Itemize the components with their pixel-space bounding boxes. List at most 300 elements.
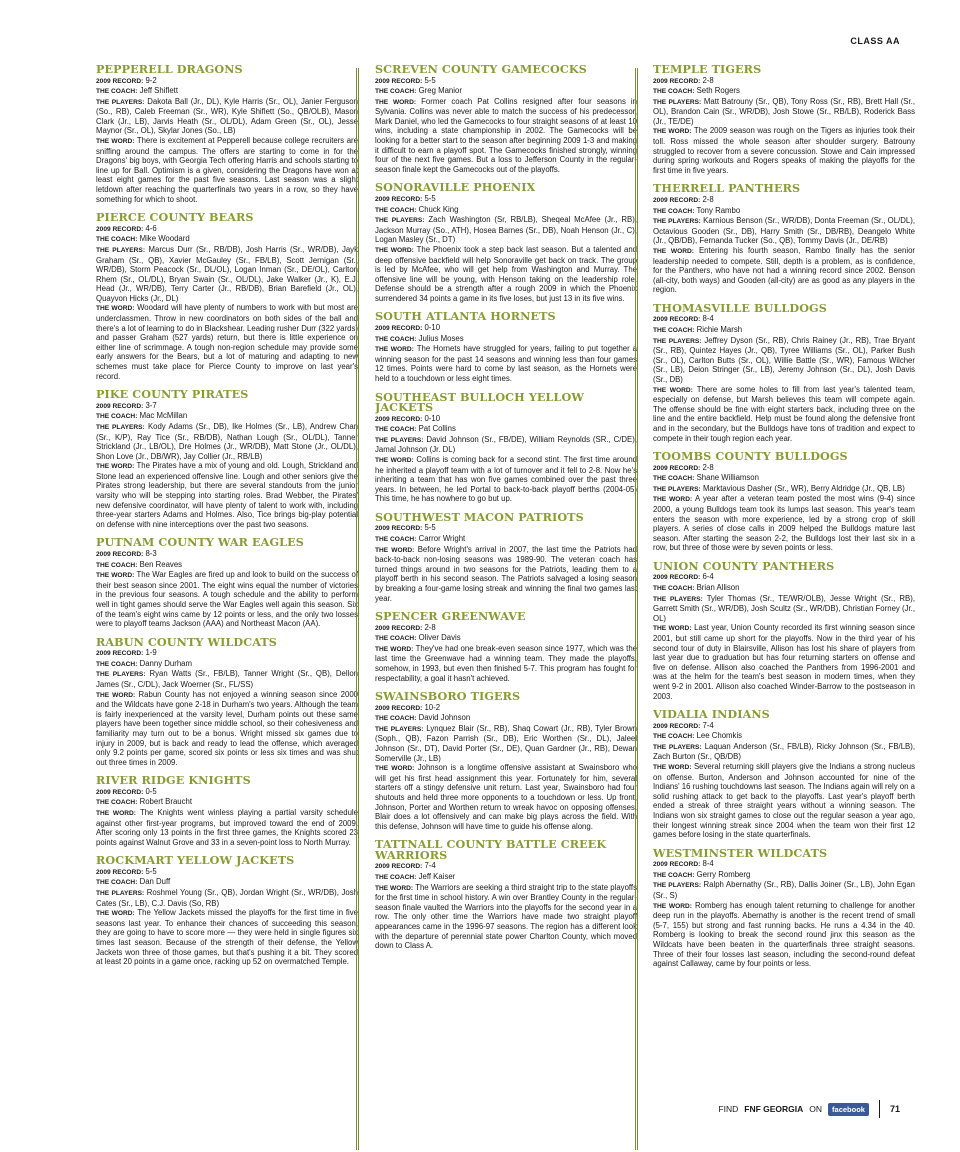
footer-find-text: FIND (718, 1104, 739, 1114)
record-line-label: 2009 RECORD: (375, 415, 423, 423)
record-line-label: 2009 RECORD: (375, 77, 423, 85)
word-paragraph-label: THE WORD: (653, 247, 694, 255)
facebook-logo-icon[interactable]: facebook (828, 1103, 869, 1116)
word-paragraph-label: THE WORD: (375, 246, 414, 254)
coach-line (96, 877, 358, 888)
coach-line-label: THE COACH: (653, 475, 695, 483)
word-paragraph-value: The 2009 season was rough on the Tigers as injuries took their toll. Ross missed the whole season after shoulder surgery. Batrouny struggled to recover from a severe concussion. Stowe and Cain impressed during spring workouts and Rogers speaks of making the playoffs for the first time in five years. (653, 126, 915, 175)
record-line-value: 7-4 (424, 861, 436, 871)
players-line-value: Laquan Anderson (Sr., FB/LB), Ricky Johnson (Sr., FB/LB), Zach Burton (Sr., QB/DB) (653, 741, 915, 762)
record-line-value: 2-8 (424, 622, 436, 632)
record-line (96, 787, 358, 798)
coach-line-label: THE COACH: (375, 535, 417, 543)
record-line-label: 2009 RECORD: (375, 863, 423, 871)
record-line (375, 76, 637, 87)
word-paragraph-value: Several returning skill players give the Indians a strong nucleus on offense. Burton, Anderson and Johnson accounted for nine of the Indians' 16 rushing touchdowns last season. The Indians again will rely on a solid rushing attack to get back to the playoffs. Last year's playoff berth ended a streak of three straight years without a winning season. The Indians won six straight games to close out the regular season a year ago, their longest winning streak since 2004 when the team won their first 12 games before losing in the state quarterfinals. (653, 762, 915, 840)
players-line (96, 97, 358, 136)
record-line (653, 859, 915, 870)
record-line-value: 8-3 (145, 548, 157, 558)
record-line-value: 5-5 (145, 866, 157, 876)
word-paragraph-label: THE WORD: (653, 128, 692, 136)
record-line-label: 2009 RECORD: (96, 225, 144, 233)
team-entry (653, 845, 915, 969)
word-paragraph (96, 136, 358, 204)
word-paragraph-value: Romberg has enough talent returning to challenge for another deep run in the playoffs. Abernathy is another is the recent trend of small (5-7, 155) but strong and fast running backs. He runs a 4.34 in the 40. Romberg is looking to break the second round jinx this season as the Wildcats have been beaten in the quarterfinals three straight seasons. Three of their four losses last season, including the second-round defeat against Callaway, came by four points or less. (653, 900, 915, 969)
coach-line-value: Brian Allison (696, 583, 740, 593)
team-name: TOOMBS COUNTY BULLDOGS (653, 449, 848, 464)
coach-line (653, 206, 915, 217)
coach-line-value: Oliver Davis (418, 633, 461, 643)
word-paragraph (96, 690, 358, 768)
coach-line-value: Lee Chomkis (696, 731, 743, 741)
players-line-value: Ralph Abernathy (Sr., RB), Dallis Joiner (Sr., LB), John Egan (Sr., S) (653, 880, 915, 901)
players-line (653, 216, 915, 246)
players-line-label: THE PLAYERS: (653, 595, 703, 603)
record-line (653, 572, 915, 583)
team-entry (653, 64, 915, 175)
coach-line-label: THE COACH: (653, 871, 695, 879)
coach-line (653, 325, 915, 336)
players-line (653, 336, 915, 385)
footer-on-text: ON (809, 1104, 823, 1114)
team-entry (375, 64, 637, 174)
record-line-label: 2009 RECORD: (653, 196, 701, 204)
coach-line-value: Seth Rogers (696, 86, 740, 96)
coach-line (653, 86, 915, 97)
team-name: THERRELL PANTHERS (653, 181, 801, 196)
players-line-label: THE PLAYERS: (96, 246, 146, 254)
players-line (375, 724, 637, 763)
record-line-label: 2009 RECORD: (96, 550, 144, 558)
players-line-value: Marktavious Dasher (Sr., WR), Berry Aldridge (Jr., QB, LB) (702, 483, 905, 493)
word-paragraph (653, 762, 915, 840)
team-name: VIDALIA INDIANS (653, 707, 770, 722)
record-line-value: 8-4 (702, 859, 714, 869)
players-line-label: THE PLAYERS: (96, 98, 145, 106)
coach-line (96, 234, 358, 245)
record-line (375, 194, 637, 205)
record-line (653, 463, 915, 474)
team-name: SOUTHEAST BULLOCH YELLOW JACKETS (375, 389, 584, 415)
coach-line-value: Shane Williamson (696, 473, 759, 483)
record-line (96, 648, 358, 659)
record-line-value: 5-5 (424, 193, 436, 203)
record-line-value: 0-10 (424, 413, 441, 423)
team-name: PIKE COUNTY PIRATES (96, 387, 249, 402)
record-line-label: 2009 RECORD: (96, 868, 144, 876)
players-line (653, 880, 915, 900)
word-paragraph-value: The Warriors are seeking a third straight trip to the state playoffs for the first time in school history. A win over Brantley County in the regular-season finale vaulted the Warriors into the playoffs for the second year in a row. The only other time the Warriors have made two straight playoff appearances came in the 1996-97 seasons. The region has a different look with the departure of perennial state power Charlton County, which moved down to Class A. (375, 882, 637, 951)
record-line-value: 2-8 (702, 462, 714, 472)
record-line (653, 314, 915, 325)
players-line (96, 888, 358, 908)
word-paragraph-label: THE WORD: (375, 98, 417, 106)
word-paragraph (375, 883, 637, 951)
coach-line-label: THE COACH: (653, 88, 695, 96)
coach-line-label: THE COACH: (96, 799, 138, 807)
record-line-value: 4-6 (145, 223, 157, 233)
coach-line-value: Tony Rambo (696, 205, 741, 215)
coach-line-label: THE COACH: (375, 206, 417, 214)
coach-line (96, 560, 358, 571)
column-divider (635, 68, 638, 1150)
coach-line-value: Robert Braucht (139, 797, 193, 807)
coach-line-value: Pat Collins (418, 424, 456, 434)
record-line-label: 2009 RECORD: (653, 464, 701, 472)
players-line-value: Lynquez Blair (Sr., RB), Shaq Cowart (Jr., RB), Tyler Brown (Soph., QB), Fazon Parrish (Sr., DB), Eric Worthen (Sr., DL), Jaleel Johnson (Sr., DT), David Porter (Sr., DE), Quan Gardner (Jr., RB), Dewan Somerville (Jr., LB) (375, 723, 637, 763)
coach-line (96, 86, 358, 97)
record-line (653, 195, 915, 206)
record-line-value: 2-8 (702, 75, 714, 85)
word-paragraph (375, 344, 637, 383)
team-entry (653, 300, 915, 443)
team-name: TATTNALL COUNTY BATTLE CREEK WARRIORS (375, 837, 607, 862)
record-line-value: 6-4 (702, 572, 714, 582)
word-paragraph (653, 385, 915, 444)
column-3 (653, 64, 915, 1124)
record-line (653, 721, 915, 732)
word-paragraph-value: A year after a veteran team posted the most wins (9-4) since 2000, a young Bulldogs team took its lumps last season. This year's team enters the season with more experience, led by a strong crop of skill players. A series of close calls in 2009 helped the Bulldogs mature last season. After starting the season 2-2, the Bulldogs lost their last six in a row, but three of those were by seven points or less. (653, 494, 915, 553)
coach-line (375, 86, 637, 97)
word-paragraph-value: The Hornets have struggled for years, failing to put together a winning season for the past 14 seasons and winning less than four games 12 times. Points were hard to come by last season, as the Hornets were held to a touchdown or less eight times. (375, 344, 637, 383)
coach-line-label: THE COACH: (96, 660, 138, 668)
word-paragraph-value: The Pirates have a mix of young and old. Lough, Strickland and Stone lead an experienced offensive line. Lough and other seniors give the Pirates strong leadership, but there are several standouts from the junior varsity who will be stepping into starting roles. Brad Webber, the Pirates' new defensive coordinator, will have plenty of talent to work with, including three-year starters Adams and Holmes. Also, Tice brings big-play potential on defense with nine interceptions over the past two seasons. (96, 461, 358, 529)
word-paragraph (96, 570, 358, 629)
word-paragraph-label: THE WORD: (96, 910, 135, 918)
record-line (375, 623, 637, 634)
word-paragraph (96, 461, 358, 529)
team-name: RIVER RIDGE KNIGHTS (96, 773, 251, 788)
team-entry (653, 183, 915, 294)
coach-line (96, 411, 358, 422)
record-line-value: 5-5 (424, 75, 436, 85)
players-line-label: THE PLAYERS: (375, 436, 424, 444)
record-line-label: 2009 RECORD: (653, 722, 701, 730)
word-paragraph-label: THE WORD: (96, 572, 135, 580)
word-paragraph-label: THE WORD: (375, 645, 414, 653)
coach-line-label: THE COACH: (96, 88, 138, 96)
players-line-label: THE PLAYERS: (653, 337, 702, 345)
coach-line-label: THE COACH: (653, 326, 695, 334)
team-entry (375, 509, 637, 603)
word-paragraph-label: THE WORD: (375, 546, 415, 554)
coach-line-label: THE COACH: (96, 879, 138, 887)
record-line-value: 3-7 (145, 400, 157, 410)
record-line (96, 401, 358, 412)
record-line (375, 861, 637, 872)
coach-line (96, 659, 358, 670)
coach-line-label: THE COACH: (96, 236, 138, 244)
word-paragraph (375, 763, 637, 831)
record-line-value: 0-10 (424, 322, 441, 332)
players-line-label: THE PLAYERS: (653, 882, 702, 890)
team-name: SONORAVILLE PHOENIX (375, 180, 536, 195)
word-paragraph (653, 901, 915, 969)
players-line-value: Marcus Durr (Sr., RB/DB), Josh Harris (Sr., WR/DB), Jayk Graham (Sr., QB), Xavier McGauley (Sr., FB/LB), Scott Jernigan (Sr., WR/DB), Storm Peacock (Sr., DL/OL), Logan Inman (Sr., DE/OL), Carlton Rhem (Sr., OL/DL), Bryan Swain (Sr., OL/DL), Jake Walker (Jr., K), E.J. Head (Jr., WR/DB), Terry Carter (Jr., RB/DB), Brian Barefield (Jr., OL), Quayvon Hicks (Jr., DL) (96, 244, 358, 303)
team-name: PUTNAM COUNTY WAR EAGLES (96, 535, 304, 550)
word-paragraph-label: THE WORD: (653, 764, 692, 772)
players-line-label: THE PLAYERS: (375, 725, 424, 733)
page-footer (718, 1099, 900, 1119)
record-line-label: 2009 RECORD: (375, 624, 423, 632)
word-paragraph-value: The Yellow Jackets missed the playoffs for the first time in five seasons last year. To enhance their chances of succeeding this season, they are going to have to score more — they were held in single figures six times last season. Because of the strength of their defense, the Yellow Jackets won three of those games, but that's pushing it a bit. They scored at least 20 points in a game once, racking up 52 on overmatched Temple. (96, 908, 358, 967)
players-line-label: THE PLAYERS: (96, 671, 146, 679)
players-line (96, 245, 358, 304)
team-name: SPENCER GREENWAVE (375, 609, 526, 624)
word-paragraph-value: Rabun County has not enjoyed a winning season since 2000 and the Wildcats have gone 2-18 in Durham's two years. Although the team is fairly inexperienced at the varsity level, Durham points out these same players have been together since middle school, so their cohesiveness and familiarity may turn out to be a bonus. Wright missed six games due to injury in 2009, but is back and ready to lead the offense, which averaged only 9.2 points per game, scored six points or less six times and was shut out three times in 2009. (96, 689, 358, 767)
players-line (653, 742, 915, 762)
column-1 (96, 64, 358, 1124)
coach-line-value: Chuck King (418, 204, 459, 214)
players-line-value: Karnious Benson (Sr., WR/DB), Donta Freeman (Sr., OL/DL), Octavious Gooden (Sr., DB), Harry Smith (Sr., DB/RB), Deangelo White (Jr., QB/DB), Fernanda Tucker (So., QB), Tommy Davis (Jr., DE/RB) (653, 216, 915, 246)
word-paragraph-value: Johnson is a longtime offensive assistant at Swainsboro who will get his first head assignment this year. Fortunately for him, several starters off a stingy defensive unit return. Last year, Swainsboro had four shutouts and held three more opponents to a touchdown or less. Up front, Johnson, Porter and Worthen return to wreak havoc on opposing offenses. Blair does a lot offensively and can make big plays across the field. With this defense, Johnson will have time to guide his offense along. (375, 763, 637, 831)
word-paragraph (96, 908, 358, 967)
record-line (96, 549, 358, 560)
word-paragraph-label: THE WORD: (96, 305, 135, 313)
word-paragraph (653, 246, 915, 295)
record-line (653, 76, 915, 87)
word-paragraph-value: They've had one break-even season since 1977, which was the last time the Greenwave had a winning team. They made the playoffs, somehow, in 1993, but even then finished 5-7. This program has fought for respectability, a goal it hasn't achieved. (375, 643, 637, 683)
team-name: THOMASVILLE BULLDOGS (653, 300, 827, 315)
coach-line-label: THE COACH: (375, 426, 417, 434)
word-paragraph-value: The War Eagles are fired up and look to build on the success of their best season since 2001. The eight wins equal the number of victories in the previous four seasons. A tough schedule and the ability to perform well in tight games should serve the War Eagles well again this season. Six of the team's eight wins came by 12 points or less, and the only two losses were to playoff teams Jackson (AAA) and Northeast Macon (AA). (96, 570, 358, 629)
record-line-value: 8-4 (702, 314, 714, 324)
players-line-label: THE PLAYERS: (96, 890, 145, 898)
word-paragraph (653, 494, 915, 553)
coach-line-label: THE COACH: (375, 874, 417, 881)
team-entry (375, 182, 637, 303)
coach-line-value: Julius Moses (418, 333, 464, 343)
coach-line-value: Gerry Romberg (696, 869, 751, 879)
team-entry (653, 558, 915, 701)
coach-line-label: THE COACH: (375, 335, 417, 343)
team-entry (375, 839, 637, 950)
team-entry (96, 64, 358, 204)
coach-line-value: Greg Manior (418, 86, 462, 96)
record-line-label: 2009 RECORD: (375, 525, 423, 533)
team-entry (653, 709, 915, 840)
coach-line (653, 473, 915, 484)
players-line-label: THE PLAYERS: (96, 423, 145, 431)
word-paragraph-value: Before Wright's arrival in 2007, the last time the Patriots had back-to-back non-losing seasons was 1989-90. The veteran coach has turned things around in two seasons for the Patriots, leading them to a playoff berth in his second season. The Patriots salvaged a losing season by breaking a four-game losing streak and winning the final two games last year. (375, 544, 637, 603)
word-paragraph (653, 126, 915, 175)
team-entry (375, 311, 637, 383)
players-line (653, 484, 915, 495)
players-line-value: Ryan Watts (Sr., FB/LB), Tanner Wright (Sr., QB), Dellon James (Sr., C/DL), Jack Woerner (Sr., FL/SS) (96, 669, 358, 689)
players-line-label: THE PLAYERS: (653, 743, 702, 751)
word-paragraph (375, 545, 637, 604)
word-paragraph-label: THE WORD: (375, 765, 415, 773)
team-entry (96, 389, 358, 529)
team-entry (96, 212, 358, 381)
players-line (375, 215, 637, 245)
players-line (653, 97, 915, 127)
word-paragraph-value: There are some holes to fill from last year's talented team, especially on defense, but Marsh believes this team will compete again. The offense should be fine with eight starters back, including three on the line and the entire backfield. Help must be found along the defensive front and in the secondary, but the Bulldogs have tons of tradition and expect to compete in their tough region each year. (653, 384, 915, 443)
players-line-value: Jeffrey Dyson (Sr., RB), Chris Rainey (Jr., RB), Trae Bryant (Sr., RB), Quintez Hayes (Jr., QB), Tyree Williams (Sr., OL), Parker Bush (Sr., OL), Carlton Butts (Sr., OL), Willie Battle (Sr., WR), Famous Wilcher (Sr., LB), Deion Stringer (Sr., LB), Jeremy Johnson (Sr., DL), Josh Davis (Sr., DB) (653, 335, 915, 384)
coach-line-label: THE COACH: (375, 715, 417, 723)
word-paragraph (653, 623, 915, 701)
players-line (96, 669, 358, 689)
word-paragraph (96, 808, 358, 847)
word-paragraph-value: The Phoenix took a step back last season. But a talented and deep offensive backfield will help Sonoraville get back on track. The group is led by McAfee, who will get help from Washington and Murray. The offensive line will be young, with Henson taking on the leadership role. Defense should be a strength after a rough 2009 in which the Phoenix surrendered 34 points a game in its five loses, but just 13 in its five wins. (375, 244, 637, 303)
record-line (375, 414, 637, 425)
coach-line (375, 534, 637, 545)
word-paragraph-label: THE WORD: (96, 138, 135, 146)
players-line-label: THE PLAYERS: (653, 218, 701, 226)
record-line-label: 2009 RECORD: (375, 324, 423, 332)
word-paragraph (375, 97, 637, 175)
team-name: RABUN COUNTY WILDCATS (96, 634, 277, 649)
column-divider (356, 68, 359, 1150)
players-line-label: THE PLAYERS: (653, 485, 701, 493)
word-paragraph-label: THE WORD: (653, 625, 692, 633)
team-entry (375, 611, 637, 683)
players-line-value: Kody Adams (Sr., DB), Ike Holmes (Sr., LB), Andrew Chan (Sr., K/P), Ray Tice (Sr., RB/DB), Nathan Lough (Sr., OL/DL), Tanner Strickland (Jr., LB/OL), Dre Holmes (Jr., WR/DB), Matt Stone (Jr., OL/DL), Shon Love (Jr., DB/WR), Jay Collier (Jr., RB/LB) (96, 421, 358, 461)
word-paragraph-label: THE WORD: (653, 496, 693, 504)
coach-line-label: THE COACH: (96, 413, 138, 421)
players-line-value: Dakota Ball (Jr., DL), Kyle Harris (Sr., OL), Janier Ferguson (So., RB), Caleb Freeman (Sr., WR), Kyle Shiflett (So., QB/OLB), Mason Clark (Jr., LB), Jarvis Heath (Sr., OL/DL), Adam Green (Sr., OL), Jesse Maynor (Sr., OL), Skylar Jones (So., LB) (96, 96, 358, 136)
coach-line-value: Ben Reaves (139, 559, 183, 569)
team-name: SCREVEN COUNTY GAMECOCKS (375, 64, 587, 76)
coach-line-value: Jeff Shiflett (139, 86, 179, 96)
word-paragraph-label: THE WORD: (375, 346, 414, 354)
team-name: SWAINSBORO TIGERS (375, 689, 521, 704)
coach-line (653, 731, 915, 742)
coach-line-label: THE COACH: (375, 635, 417, 643)
coach-line-value: Jeff Kaiser (418, 872, 456, 881)
record-line-label: 2009 RECORD: (96, 788, 144, 796)
record-line-value: 5-5 (424, 523, 436, 533)
coach-line-value: David Johnson (418, 713, 471, 723)
coach-line-label: THE COACH: (653, 733, 695, 741)
record-line-value: 1-9 (145, 648, 157, 658)
word-paragraph (375, 644, 637, 683)
word-paragraph-value: Last year, Union County recorded its first winning season since 2001, but still came up short for the playoffs. Now in the third year of his second tour of duty in Blairsville, Allison has lost his share of players from last year due to graduation but has four returning starters on offense and five on defense. Allison also coached the Panthers from 1996-2001 and was at the helm for the team's best season in modern times, when they went 9-2 in 2001. Allison also coached Winder-Barrow to the postseason in 2003. (653, 623, 915, 701)
record-line (96, 76, 358, 87)
players-line-label: THE PLAYERS: (375, 217, 425, 225)
page-number: 71 (889, 1104, 900, 1114)
record-line-label: 2009 RECORD: (653, 77, 701, 85)
word-paragraph-value: The Knights went winless playing a partial varsity schedule against other first-year programs, but improved toward the end of 2009. After scoring only 13 points in the first three games, the Knights scored 23 points against Walnut Grove and 33 in a seven-point loss to North Murray. (96, 808, 358, 847)
record-line-label: 2009 RECORD: (96, 650, 144, 658)
team-name: PEPPERELL DRAGONS (96, 64, 243, 76)
section-tag: CLASS AA (850, 36, 900, 46)
players-line-label: THE PLAYERS: (653, 98, 702, 106)
record-line-label: 2009 RECORD: (96, 77, 144, 85)
word-paragraph-label: THE WORD: (96, 810, 136, 817)
record-line-label: 2009 RECORD: (96, 402, 144, 410)
word-paragraph (375, 245, 637, 304)
team-entry (375, 691, 637, 831)
word-paragraph-label: THE WORD: (653, 386, 693, 394)
coach-line-value: Richie Marsh (696, 324, 743, 334)
coach-line-label: THE COACH: (653, 207, 695, 215)
coach-line (653, 870, 915, 881)
record-line (96, 224, 358, 235)
word-paragraph-label: THE WORD: (653, 902, 692, 910)
word-paragraph-label: THE WORD: (96, 463, 135, 471)
word-paragraph-label: THE WORD: (375, 884, 414, 892)
record-line (375, 523, 637, 534)
record-line-value: 10-2 (424, 702, 441, 712)
word-paragraph-value: Collins is coming back for a second stint. The first time around he inherited a playoff team with a lot of turnover and it fell to 2-8. Now he's inheriting a team that has won five games combined over the past three years. In between, he led Portal to back-to-back playoff berths (2004-05) This time, he has nowhere to go but up. (375, 454, 637, 504)
word-paragraph-label: THE WORD: (96, 691, 136, 699)
coach-line-label: THE COACH: (653, 585, 695, 593)
coach-line (653, 583, 915, 594)
players-line-value: David Johnson (Sr., FB/DE), William Reynolds (SR., C/DE), Jamal Johnson (Jr. DL) (375, 434, 637, 455)
coach-line (375, 633, 637, 644)
coach-line (375, 205, 637, 216)
word-paragraph-value: Entering his fourth season, Rambo finally has the senior leadership needed to compete. Still, depth is a problem, as is confidence, for the Panthers, who have not had a winning record since 2002. Benson (all-city, both ways) and Gooden (all-city) are as good as any players in the region. (653, 245, 915, 295)
team-entry (96, 634, 358, 768)
players-line (375, 435, 637, 455)
word-paragraph-value: Former coach Pat Collins resigned after four seasons in Sylvania. Collins was never able to match the success of his predecessor, Mark Daniel, who led the Gamecocks to four straight seasons of at least 10 wins, including a state championship in 2002. The Gamecocks will be looking for a better start to the season after beginning 2009 1-3 and making it difficult to earn a playoff spot. The Gamecocks finished strongly, winning four of the next five games. But a loss to Jefferson County in the regular-season finale kept the Gamecocks out of the playoffs. (375, 96, 637, 174)
coach-line (96, 797, 358, 808)
team-name: TEMPLE TIGERS (653, 64, 762, 76)
players-line-value: Tyler Thomas (Sr., TE/WR/OLB), Jesse Wright (Sr., RB), Garrett Smith (Sr., WR/DB), Josh Scultz (Sr., WR/DB), Christian Forney (Jr., OL) (653, 593, 915, 623)
team-name: PIERCE COUNTY BEARS (96, 210, 254, 225)
players-line (96, 422, 358, 461)
team-name: SOUTH ATLANTA HORNETS (375, 309, 556, 324)
team-entry (96, 537, 358, 628)
record-line-label: 2009 RECORD: (653, 574, 701, 582)
footer-divider (879, 1100, 880, 1118)
coach-line (375, 872, 637, 883)
footer-brand: FNF GEORGIA (744, 1104, 804, 1114)
team-entry (96, 855, 358, 966)
word-paragraph-label: THE WORD: (375, 456, 414, 464)
coach-line-value: Mike Woodard (139, 234, 190, 244)
record-line-label: 2009 RECORD: (653, 316, 701, 324)
record-line-label: 2009 RECORD: (653, 861, 701, 869)
coach-line-label: THE COACH: (96, 561, 138, 569)
record-line-label: 2009 RECORD: (375, 704, 423, 712)
coach-line (375, 334, 637, 345)
team-name: UNION COUNTY PANTHERS (653, 558, 835, 573)
word-paragraph-value: There is excitement at Pepperell because college recruiters are sniffing around the campus. The offers are starting to come in for the Dragons' big boys, with Georgia Tech offering Harris and schools starting to line up for Ball. Optimism is a given, considering the Dragons have won at least eight games for the past five seasons. Last season was a slight letdown after reaching the quarterfinals two years in a row, so they have something for which to shoot. (96, 136, 358, 204)
record-line (96, 867, 358, 878)
coach-line-label: THE COACH: (375, 88, 417, 96)
players-line-value: Zach Washington (Sr, RB/LB), Sheqeal McAfee (Jr., RB), Jackson Murray (So., ATH), Hosea Barnes (Sr., DB), Noah Henson (Jr., C), Logan Masley (Sr., DT) (375, 215, 637, 245)
players-line (653, 594, 915, 624)
record-line (375, 703, 637, 714)
team-name: WESTMINSTER WILDCATS (653, 845, 828, 860)
coach-line-value: Danny Durham (139, 658, 193, 668)
record-line-label: 2009 RECORD: (375, 195, 423, 203)
coach-line-value: Mac McMillan (139, 411, 188, 421)
coach-line-value: Dan Duff (139, 877, 171, 887)
record-line-value: 7-4 (702, 720, 714, 730)
word-paragraph (375, 455, 637, 504)
team-entry (96, 775, 358, 847)
team-entry (375, 389, 637, 504)
coach-line (375, 424, 637, 435)
record-line-value: 0-5 (145, 786, 157, 796)
record-line-value: 2-8 (702, 194, 714, 204)
word-paragraph-value: Woodard will have plenty of numbers to work with but most are underclassmen. Throw in new coordinators on both sides of the ball and there's a lot of learning to do in Blackshear. Leading rusher Durr (322 yards) and passer Graham (527 yards) return, but there is little experience on either line of scrimmage. A tough non-region schedule may provide some early answers for the Bears, but a lot of maturing and adapting to new schemes must take place for Pierce County to improve on last year's record. (96, 303, 358, 381)
team-name: ROCKMART YELLOW JACKETS (96, 853, 295, 868)
team-entry (653, 451, 915, 553)
players-line-value: Matt Batrouny (Sr., QB), Tony Ross (Sr., RB), Brett Hall (Sr., OL), Brandon Cain (Sr., WR/DB), Josh Stowe (Sr., RB/LB), Roderick Bass (Jr., TE/DE) (653, 96, 915, 126)
coach-line (375, 713, 637, 724)
coach-line-value: Carror Wright (418, 533, 466, 543)
record-line-value: 9-2 (145, 75, 157, 85)
team-name: SOUTHWEST MACON PATRIOTS (375, 509, 584, 524)
players-line-value: Roshmel Young (Sr., QB), Jordan Wright (Sr., WR/DB), Josh Cates (Sr., LB), C.J. Davis (So, RB) (96, 888, 358, 908)
record-line (375, 323, 637, 334)
column-2 (375, 64, 637, 1124)
word-paragraph (96, 303, 358, 381)
